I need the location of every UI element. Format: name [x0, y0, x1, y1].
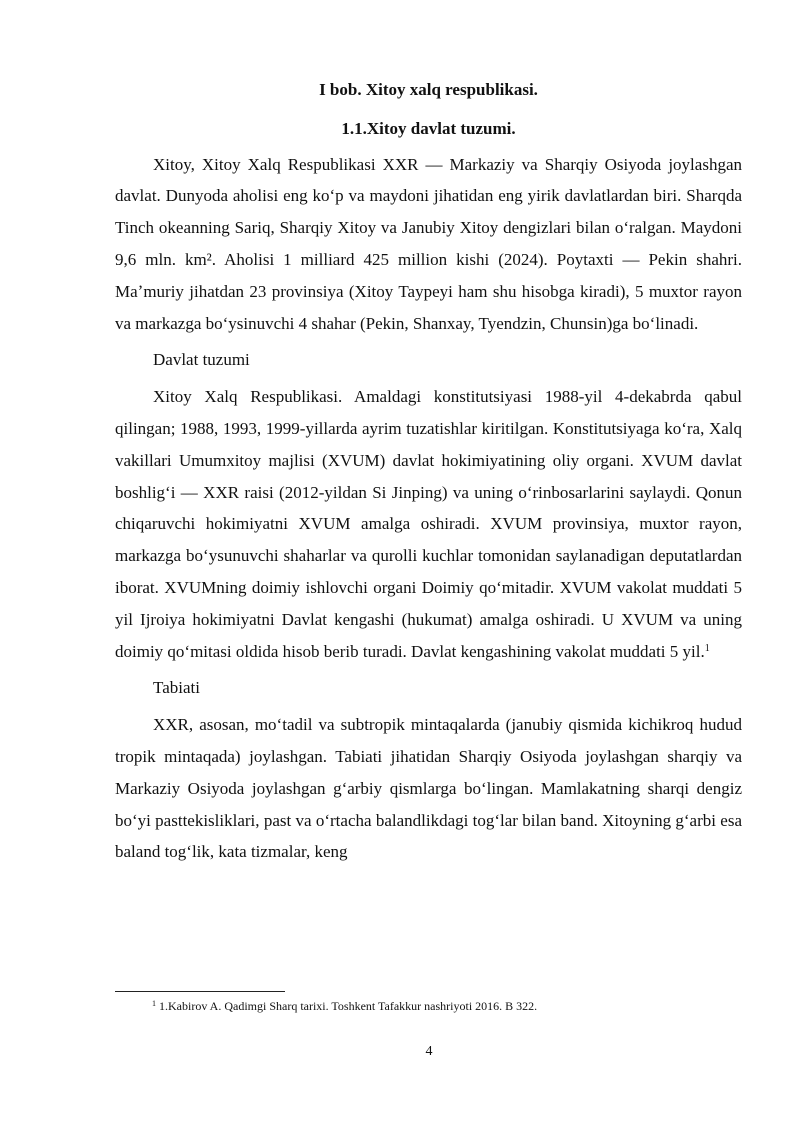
section-heading: 1.1.Xitoy davlat tuzumi. — [341, 118, 516, 138]
footnote-marker: 1 — [152, 999, 156, 1008]
paragraph-section-davlat-tuzumi: Davlat tuzumi — [153, 350, 250, 370]
paragraph-davlat — [115, 381, 742, 667]
paragraph-tabiati: XXR, asosan, moʻtadil va subtropik mintaqalarda (janubiy qismida kichikroq hudud tropik mintaqada) joylashgan. Tabiati jihatidan Sharqiy Osiyoda joylashgan sharqiy va Markaziy Osiyoda joylashgan gʻarbiy qismlarga boʻlingan. Mamlakatning sharqi dengiz boʻyi pasttekisliklari, past va oʻrtacha balandlikdagi togʻlar bilan band. Xitoyning gʻarbi esa baland togʻlik, kata tizmalar, keng — [115, 715, 742, 862]
page-number: 4 — [425, 1044, 433, 1059]
footnote-divider — [115, 991, 285, 992]
footnote-text: 1.Kabirov A. Qadimgi Sharq tarixi. Toshkent Tafakkur nashriyoti 2016. B 322. — [159, 999, 538, 1013]
footnote-reference: 1 — [704, 642, 710, 654]
paragraph-section-tabiati: Tabiati — [153, 678, 200, 698]
paragraph-davlat-text: Xitoy Xalq Respublikasi. Amaldagi konstitutsiyasi 1988-yil 4-dekabrda qabul qilingan; 1988, 1993, 1999-yillarda ayrim tuzatishlar kiritilgan. Konstitutsiyaga koʻra, Xalq vakillari Umumxitoy majlisi (XVUM) davlat hokimiyatining oliy organi. XVUM davlat boshligʻi — XXR raisi (2012-yildan Si Jinping) va uning oʻrinbosarlarini saylaydi. Qonun chiqaruvchi hokimiyatni XVUM amalga oshiradi. XVUM provinsiya, muxtor rayon, markazga boʻysunuvchi shaharlar va qurolli kuchlar tomonidan saylanadigan deputatlardan iborat. XVUMning doimiy ishlovchi organi Doimiy qoʻmitadir. XVUM vakolat muddati 5 yil Ijroiya hokimiyatni Davlat kengashi (hukumat) amalga oshiradi. U XVUM va uning doimiy qoʻmitasi oldida hisob berib turadi. Davlat kengashining vakolat muddati 5 yil. — [115, 387, 742, 661]
chapter-heading: I bob. Xitoy xalq respublikasi. — [319, 80, 538, 99]
paragraph-intro: Xitoy, Xitoy Xalq Respublikasi XXR — Markaziy va Sharqiy Osiyoda joylashgan davlat. Dunyoda aholisi eng koʻp va maydoni jihatidan eng yirik davlatlardan biri. Sharqda Tinch okeanning Sariq, Sharqiy Xitoy va Janubiy Xitoy dengizlari bilan oʻralgan. Maydoni 9,6 mln. km². Aholisi 1 milliard 425 million kishi (2024). Poytaxti — Pekin shahri. Maʼmuriy jihatdan 23 provinsiya (Xitoy Taypeyi ham shu hisobga kiradi), 5 muxtor rayon va markazga boʻysinuvchi 4 shahar (Pekin, Shanxay, Tyendzin, Chunsin)ga boʻlinadi. — [115, 154, 742, 333]
footnote — [152, 998, 742, 1014]
page-body — [115, 74, 742, 873]
